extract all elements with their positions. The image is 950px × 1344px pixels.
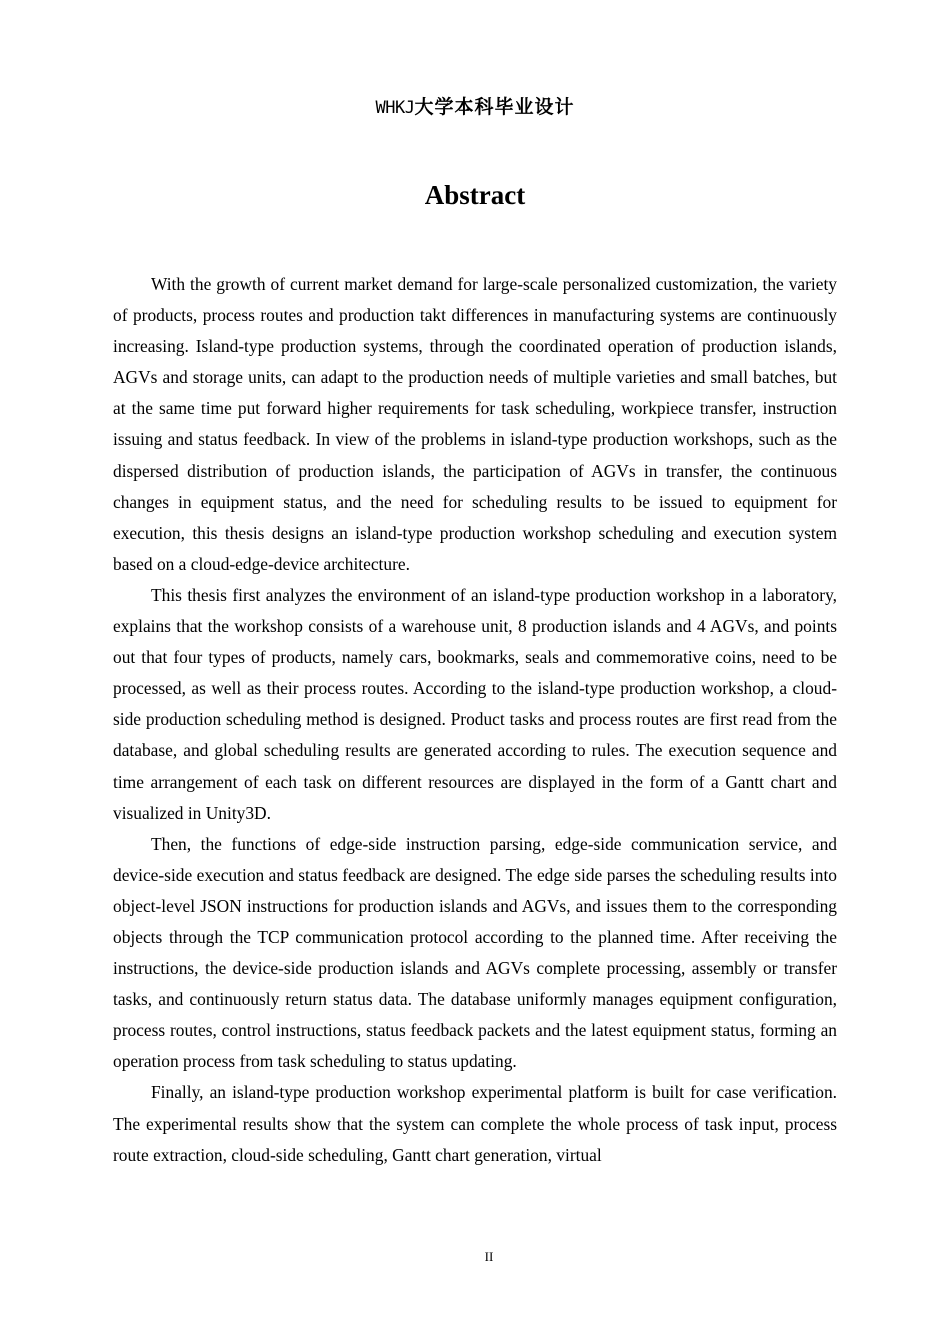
header-thesis-label: 大学本科毕业设计: [414, 96, 575, 118]
page-number: II: [484, 1249, 494, 1264]
running-header: [0, 95, 950, 120]
abstract-paragraph: Then, the functions of edge-side instruction parsing, edge-side communication service, and device-side execution and status feedback are designed. The edge side parses the scheduling results into object-level JSON instructions for production islands and AGVs, and issues them to the corresponding objects through the TCP communication protocol according to the planned time. After receiving the instructions, the device-side production islands and AGVs complete processing, assembly or transfer tasks, and continuously return status data. The database uniformly manages equipment configuration, process routes, control instructions, status feedback packets and the latest equipment status, forming an operation process from task scheduling to status updating.: [113, 833, 837, 1072]
page-title: Abstract: [424, 180, 526, 210]
abstract-paragraph: With the growth of current market demand for large-scale personalized customization, the variety of products, process routes and production takt differences in manufacturing systems are continuously increasing. Island-type production systems, through the coordinated operation of production islands, AGVs and storage units, can adapt to the production needs of multiple varieties and small batches, but at the same time put forward higher requirements for task scheduling, workpiece transfer, instruction issuing and status feedback. In view of the problems in island-type production workshops, such as the dispersed distribution of production islands, the participation of AGVs in transfer, the continuous changes in equipment status, and the need for scheduling results to be issued to equipment for execution, this thesis designs an island-type production workshop scheduling and execution system based on a cloud-edge-device architecture.: [113, 274, 837, 574]
header-university-code: WHKJ: [375, 98, 415, 118]
abstract-paragraph: Finally, an island-type production workshop experimental platform is built for case verification. The experimental results show that the system can complete the whole process of task input, process route extraction, cloud-side scheduling, Gantt chart generation, virtual: [113, 1082, 837, 1165]
abstract-paragraph: This thesis first analyzes the environment of an island-type production workshop in a laboratory, explains that the workshop consists of a warehouse unit, 8 production islands and 4 AGVs, and points out that four types of products, namely cars, bookmarks, seals and commemorative coins, need to be processed, as well as their process routes. According to the island-type production workshop, a cloud-side production scheduling method is designed. Product tasks and process routes are first read from the database, and global scheduling results are generated according to rules. The execution sequence and time arrangement of each task on different resources are displayed in the form of a Gantt chart and visualized in Unity3D.: [113, 584, 837, 823]
abstract-body: [113, 269, 837, 1171]
